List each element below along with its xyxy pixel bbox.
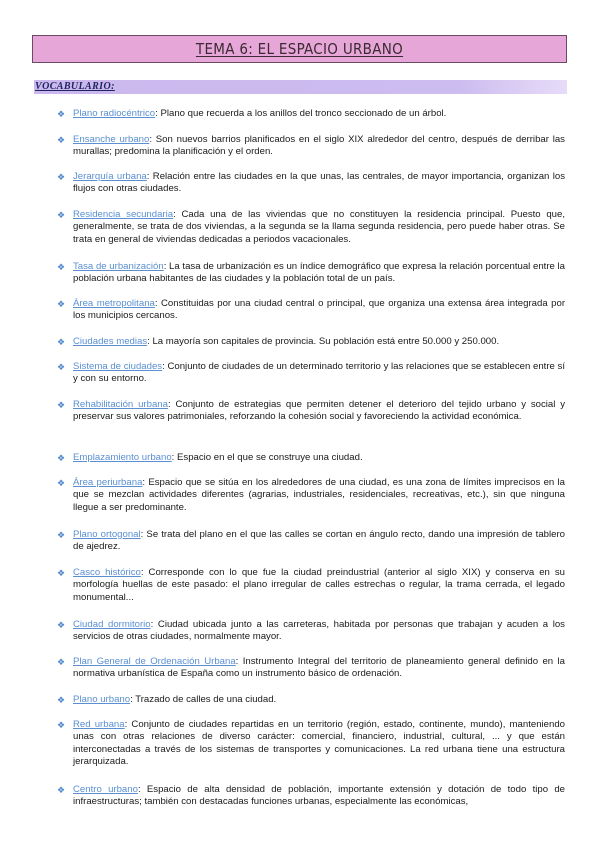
item-text (73, 619, 565, 644)
item-definition: : Conjunto de ciudades de un determinado territorio y las relaciones que se establecen entre sí y con su entorno. (73, 361, 566, 385)
term-link[interactable]: Plano radiocéntrico (73, 108, 156, 119)
item-text (73, 134, 565, 159)
diamond-bullet-icon: ❖ (57, 657, 66, 667)
page-title: TEMA 6: EL ESPACIO URBANO (195, 40, 404, 58)
diamond-bullet-icon: ❖ (57, 478, 66, 488)
item-definition: : Relación entre las ciudades en la que unas, las centrales, de mayor importancia, organizan los flujos con otras ciudades. (73, 171, 565, 195)
term-link[interactable]: Centro urbano (73, 784, 138, 795)
term-link[interactable]: Plan General de Ordenación Urbana (73, 656, 236, 667)
item-text (73, 261, 565, 286)
item-definition: : La tasa de urbanización es un índice demográfico que expresa la relación porcentual entre la población urbana habitantes de las ciudades y la población total de un país. (73, 261, 565, 285)
diamond-bullet-icon: ❖ (57, 620, 66, 630)
item-definition: : Plano que recuerda a los anillos del tronco seccionado de un árbol. (155, 108, 447, 119)
item-text (73, 399, 565, 424)
item-text (73, 452, 565, 464)
term-link[interactable]: Residencia secundaria (73, 209, 174, 220)
item-definition: : Conjunto de ciudades repartidas en un territorio (región, estado, continente, mundo), manteniendo unas con otras relaciones de diverso carácter: comercial, financiero, industrial, cultural, ... y que están interconectadas a través de los sistemas de transportes y comunicaciones. La red urbana tiene una estructura jerarquizada. (73, 719, 566, 768)
diamond-bullet-icon: ❖ (57, 337, 66, 347)
item-definition: : Conjunto de estrategias que permiten detener el deterioro del tejido urbano y social y preservar sus valores patrimoniales, reforzando la cohesión social y favoreciendo la actividad económica. (73, 399, 566, 423)
diamond-bullet-icon: ❖ (57, 299, 66, 309)
item-text (73, 171, 565, 196)
diamond-bullet-icon: ❖ (57, 785, 66, 795)
diamond-bullet-icon: ❖ (57, 720, 66, 730)
term-link[interactable]: Ensanche urbano (73, 134, 150, 145)
diamond-bullet-icon: ❖ (57, 400, 66, 410)
diamond-bullet-icon: ❖ (57, 172, 66, 182)
item-definition: : Espacio de alta densidad de población, importante extensión y dotación de todo tipo de infraestructuras; también con destacadas funciones urbanas, especialmente las económicas, (73, 784, 565, 808)
diamond-bullet-icon: ❖ (57, 262, 66, 272)
item-text (73, 477, 565, 514)
item-text (73, 336, 565, 348)
item-text (73, 108, 565, 120)
item-text (73, 719, 565, 769)
diamond-bullet-icon: ❖ (57, 530, 66, 540)
term-link[interactable]: Jerarquía urbana (73, 171, 147, 182)
item-text (73, 529, 565, 554)
diamond-bullet-icon: ❖ (57, 695, 66, 705)
item-text (73, 298, 565, 323)
term-link[interactable]: Rehabilitación urbana (73, 399, 168, 410)
item-definition: : Se trata del plano en el que las calles se cortan en ángulo recto, dando una impresión de tablero de ajedrez. (73, 529, 565, 553)
title-banner (32, 35, 567, 63)
item-text (73, 209, 565, 246)
section-label: VOCABULARIO: (35, 81, 115, 92)
diamond-bullet-icon: ❖ (57, 109, 66, 119)
item-text (73, 784, 565, 809)
item-definition: : La mayoría son capitales de provincia. Su población está entre 50.000 y 250.000. (147, 336, 500, 347)
term-link[interactable]: Sistema de ciudades (73, 361, 163, 372)
item-definition: : Espacio que se sitúa en los alrededores de una ciudad, es una zona de límites imprecisos en la que se mezclan actividades diferentes (agrarias, industriales, residenciales, recreativas, etc.), sin que ninguna llegue a ser predominante. (73, 477, 565, 513)
diamond-bullet-icon: ❖ (57, 362, 66, 372)
item-text (73, 694, 565, 706)
item-definition: : Constituidas por una ciudad central o principal, que organiza una extensa área integrada por los municipios cercanos. (73, 298, 566, 322)
item-definition: : Trazado de calles de una ciudad. (130, 694, 277, 705)
item-definition: : Ciudad ubicada junto a las carreteras, habitada por personas que trabajan y acuden a los servicios de otras ciudades, normalmente mayor. (73, 619, 565, 643)
term-link[interactable]: Ciudades medias (73, 336, 148, 347)
term-link[interactable]: Área periurbana (73, 477, 143, 488)
item-definition: : Instrumento Integral del territorio de planeamiento general definido en la normativa urbanística de España como un instrumento básico de ordenación. (73, 656, 565, 680)
term-link[interactable]: Tasa de urbanización (73, 261, 164, 272)
diamond-bullet-icon: ❖ (57, 210, 66, 220)
term-link[interactable]: Plano ortogonal (73, 529, 141, 540)
item-definition: : Son nuevos barrios planificados en el siglo XIX alrededor del centro, después de derribar las murallas; predomina la planificación y el orden. (73, 134, 565, 158)
item-definition: : Espacio en el que se construye una ciudad. (171, 452, 363, 463)
term-link[interactable]: Plano urbano (73, 694, 131, 705)
item-text (73, 656, 565, 681)
item-definition: : Corresponde con lo que fue la ciudad preindustrial (anterior al siglo XIX) y conserva en su morfología huellas de este pasado: el plano irregular de calles estrechas o regular, la trama cerrada, el legado monumental... (73, 567, 565, 603)
term-link[interactable]: Casco histórico (73, 567, 141, 578)
item-text (73, 567, 565, 604)
diamond-bullet-icon: ❖ (57, 568, 66, 578)
diamond-bullet-icon: ❖ (57, 135, 66, 145)
term-link[interactable]: Área metropolitana (73, 298, 155, 309)
term-link[interactable]: Red urbana (73, 719, 125, 730)
term-link[interactable]: Emplazamiento urbano (73, 452, 172, 463)
diamond-bullet-icon: ❖ (57, 453, 66, 463)
term-link[interactable]: Ciudad dormitorio (73, 619, 151, 630)
item-definition: : Cada una de las viviendas que no constituyen la residencia principal. Puesto que, generalmente, se trata de dos viviendas, a la segunda se la llama segunda residencia, pero puede haber otras. Se trata en general de viviendas dedicadas a periodos vacacionales. (73, 209, 565, 245)
item-text (73, 361, 565, 386)
